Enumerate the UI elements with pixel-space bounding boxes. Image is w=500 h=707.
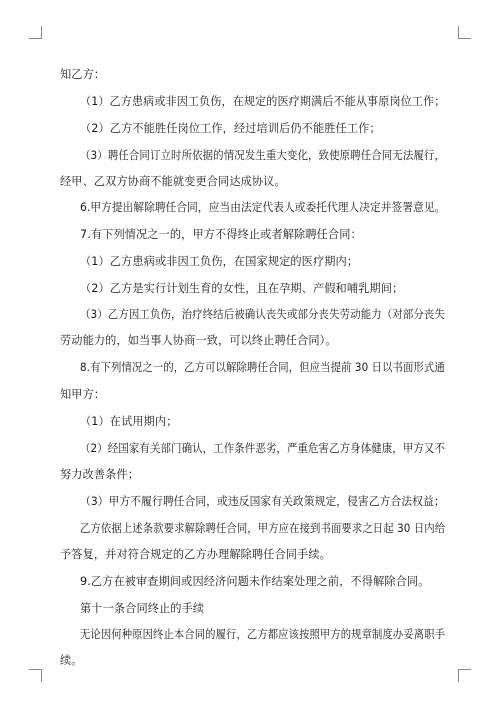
crop-mark-bottom-left xyxy=(29,669,42,682)
text-line: 劳动能力的，如当事人协商一致，可以终止聘任合同）。 xyxy=(60,334,337,347)
text-line: 8.有下列情况之一的，乙方可以解除聘任合同，但应当提前 30 日以书面形式通 xyxy=(80,361,445,374)
text-line: 知甲方： xyxy=(60,388,106,401)
text-line: （3）甲方不履行聘任合同，或违反国家有关政策规定，侵害乙方合法权益； xyxy=(80,495,445,508)
text-line: 乙方依据上述条款要求解除聘任合同，甲方应在接到书面要求之日起 30 日内给 xyxy=(80,522,446,535)
text-line: 知乙方： xyxy=(60,68,106,81)
text-line: （1）乙方患病或非因工负伤，在规定的医疗期满后不能从事原岗位工作； xyxy=(80,95,446,108)
text-line: （3）乙方因工负伤，治疗终结后被确认丧失或部分丧失劳动能力（对部分丧失 xyxy=(80,308,445,321)
text-line: （1）乙方患病或非因工负伤，在国家规定的医疗期内； xyxy=(80,255,359,268)
text-line: （3）聘任合同订立时所依据的情况发生重大变化，致使原聘任合同无法履行， xyxy=(80,149,445,162)
text-line: 努力改善条件； xyxy=(60,468,140,481)
crop-mark-bottom-right xyxy=(458,669,471,682)
crop-mark-top-left xyxy=(29,26,42,39)
crop-mark-top-right xyxy=(458,26,471,39)
text-line: （2）乙方是实行计划生育的女性，且在孕期、产假和哺乳期间； xyxy=(80,282,404,295)
text-line: 无论因何种原因终止本合同的履行，乙方都应该按照甲方的规章制度办妥离职手 xyxy=(80,628,446,641)
text-line: （1）在试用期内； xyxy=(80,415,178,428)
text-line: （2）乙方不能胜任岗位工作，经过培训后仍不能胜任工作； xyxy=(80,122,381,135)
text-line: 9.乙方在被审查期间或因经济问题未作结案处理之前，不得解除合同。 xyxy=(80,575,430,588)
text-line: 6.甲方提出解除聘任合同，应当由法定代表人或委托代理人决定并签署意见。 xyxy=(80,201,446,214)
section-heading: 第十一条合同终止的手续 xyxy=(80,602,205,615)
text-line: 经甲、乙双方协商不能就变更合同达成协议。 xyxy=(60,175,286,188)
text-line: 7.有下列情况之一的，甲方不得终止或者解除聘任合同： xyxy=(80,228,362,241)
text-line: （2）经国家有关部门确认，工作条件恶劣，严重危害乙方身体健康，甲方又不 xyxy=(80,442,445,455)
text-line: 予答复，并对符合规定的乙方办理解除聘任合同手续。 xyxy=(60,548,331,561)
text-line: 续。 xyxy=(60,654,83,667)
